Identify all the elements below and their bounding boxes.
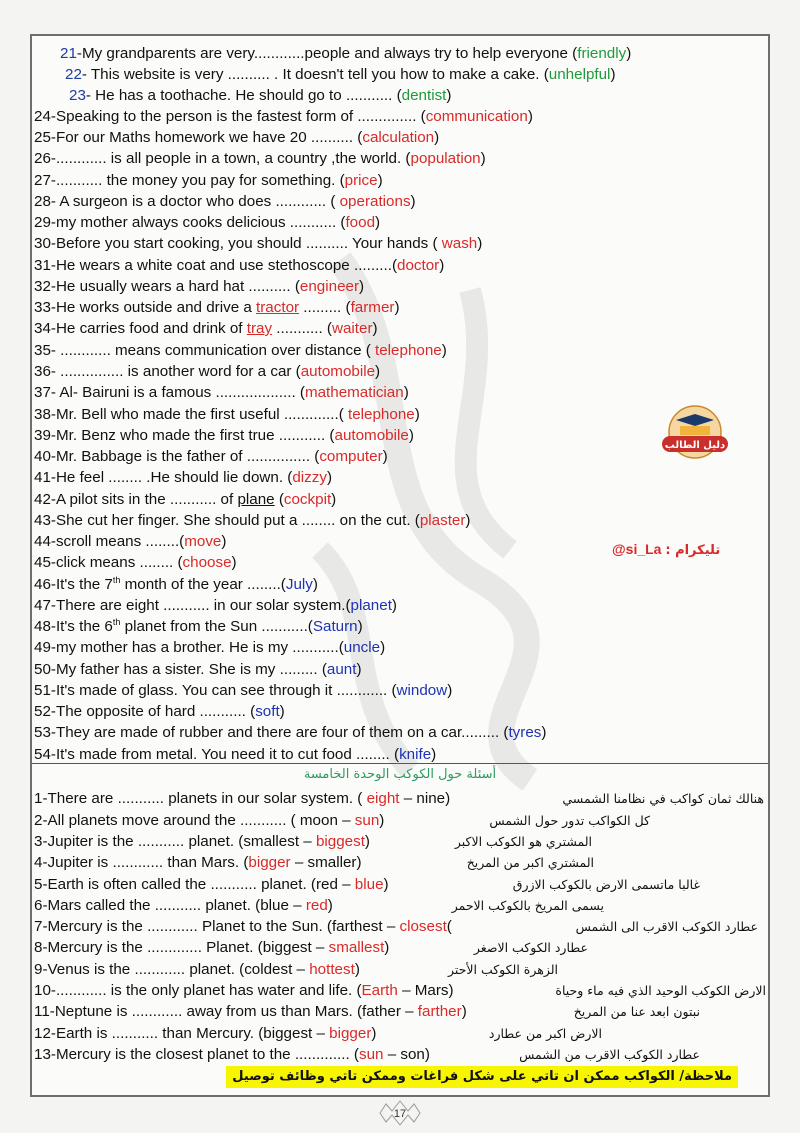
page-number-badge [372,1098,428,1128]
planet-translation-5: غالبا ماتسمى الارض بالكوكب الازرق [512,877,700,892]
telegram-contact[interactable] [612,541,720,558]
planet-question-10: 10-............ is the only planet has water and life. (Earth – Mars) [34,982,454,999]
planet-question-3: 3-Jupiter is the ........... planet. (smallest – biggest) [34,833,370,850]
question-21: 21-My grandparents are very............people and always try to help everyone (friendly) [60,45,632,62]
question-41: 41-He feel ........ .He should lie down. (dizzy) [34,469,332,486]
question-32: 32-He usually wears a hard hat .......... (engineer) [34,278,365,295]
question-35: 35- ............ means communication over distance ( telephone) [34,342,447,359]
question-44: 44-scroll means ........(move) [34,533,227,550]
question-45: 45-click means ........ (choose) [34,554,237,571]
question-22: 22- This website is very .......... . It doesn't tell you how to make a cake. (unhelpful) [65,66,616,83]
question-25: 25-For our Maths homework we have 20 .......... (calculation) [34,129,440,146]
planet-translation-2: كل الكواكب تدور حول الشمس [489,813,650,828]
question-39: 39-Mr. Benz who made the first true ........... (automobile) [34,427,414,444]
question-53: 53-They are made of rubber and there are four of them on a car......... (tyres) [34,724,547,741]
planet-translation-3: المشتري هو الكوكب الاكبر [454,834,592,849]
planet-question-7: 7-Mercury is the ............ Planet to the Sun. (farthest – closest( [34,918,452,935]
section-title: أسئلة حول الكوكب الوحدة الخامسة [303,767,497,782]
planet-question-9: 9-Venus is the ............ planet. (coldest – hottest) [34,961,360,978]
telegram-handle: @si_La [612,541,662,557]
planet-translation-10: الارض الكوكب الوحيد الذي فيه ماء وحياة [555,983,766,998]
planet-question-11: 11-Neptune is ............ away from us than Mars. (father – farther) [34,1003,467,1020]
question-40: 40-Mr. Babbage is the father of ............... (computer) [34,448,388,465]
question-54: 54-It's made from metal. You need it to cut food ........ (knife) [34,746,437,763]
planet-question-5: 5-Earth is often called the ........... planet. (red – blue) [34,876,389,893]
highlighted-note: ملاحظة/ الكواكب ممكن ان تاتي على شكل فراغات وممكن تاتي وظائف توصيل [226,1066,738,1088]
planet-question-8: 8-Mercury is the ............. Planet. (biggest – smallest) [34,939,390,956]
question-33: 33-He works outside and drive a tractor ......... (farmer) [34,299,400,316]
question-31: 31-He wears a white coat and use stethoscope .........(doctor) [34,257,445,274]
planet-translation-11: نبتون ابعد عنا من المريخ [573,1004,700,1019]
question-50: 50-My father has a sister. She is my ......... (aunt) [34,661,362,678]
question-24: 24-Speaking to the person is the fastest form of .............. (communication) [34,108,533,125]
planet-translation-1: هنالك ثمان كواكب في نظامنا الشمسي [562,791,764,806]
question-29: 29-my mother always cooks delicious ........... (food) [34,214,381,231]
planet-question-2: 2-All planets move around the ........... ( moon – sun) [34,812,385,829]
question-30: 30-Before you start cooking, you should .......... Your hands ( wash) [34,235,483,252]
planet-question-12: 12-Earth is ........... than Mercury. (biggest – bigger) [34,1025,377,1042]
planet-question-13: 13-Mercury is the closest planet to the ............. (sun – son) [34,1046,430,1063]
student-guide-logo [656,404,734,466]
planet-question-6: 6-Mars called the ........... planet. (blue – red) [34,897,333,914]
question-52: 52-The opposite of hard ........... (soft) [34,703,285,720]
planet-translation-13: عطارد الكوكب الاقرب من الشمس [519,1047,700,1062]
page-number: 17 [393,1108,407,1120]
question-46: 46-It's the 7th month of the year ........(July) [34,574,318,593]
question-42: 42-A pilot sits in the ........... of plane (cockpit) [34,491,337,508]
planet-translation-4: المشتري اكبر من المريخ [466,855,594,870]
planet-question-1: 1-There are ........... planets in our solar system. ( eight – nine) [34,790,451,807]
question-23: 23- He has a toothache. He should go to ........... (dentist) [69,87,452,104]
planet-translation-7: عطارد الكوكب الاقرب الى الشمس [575,919,758,934]
question-43: 43-She cut her finger. She should put a ........ on the cut. (plaster) [34,512,471,529]
question-51: 51-It's made of glass. You can see through it ............ (window) [34,682,453,699]
logo-text: دليل الطالب [664,440,726,451]
planet-translation-8: عطارد الكوكب الاصغر [473,940,588,955]
question-38: 38-Mr. Bell who made the first useful .............( telephone) [34,406,420,423]
planet-translation-9: الزهرة الكوكب الأحتر [447,962,558,977]
planet-translation-12: الارض اكبر من عطارد [488,1026,602,1041]
question-36: 36- ............... is another word for a car (automobile) [34,363,381,380]
planet-question-4: 4-Jupiter is ............ than Mars. (bigger – smaller) [34,854,362,871]
question-48: 48-It's the 6th planet from the Sun ...........(Saturn) [34,616,363,635]
planet-translation-6: يسمى المريخ بالكوكب الاحمر [451,898,604,913]
telegram-label: تليكرام : [665,543,721,558]
question-49: 49-my mother has a brother. He is my ...........(uncle) [34,639,386,656]
question-28: 28- A surgeon is a doctor who does ............ ( operations) [34,193,416,210]
question-26: 26-............ is all people in a town, a country ,the world. (population) [34,150,486,167]
question-34: 34-He carries food and drink of tray ........... (waiter) [34,320,378,337]
question-47: 47-There are eight ........... in our solar system.(planet) [34,597,397,614]
section-divider [32,763,768,764]
question-27: 27-........... the money you pay for something. (price) [34,172,383,189]
question-37: 37- Al- Bairuni is a famous ................... (mathematician) [34,384,409,401]
